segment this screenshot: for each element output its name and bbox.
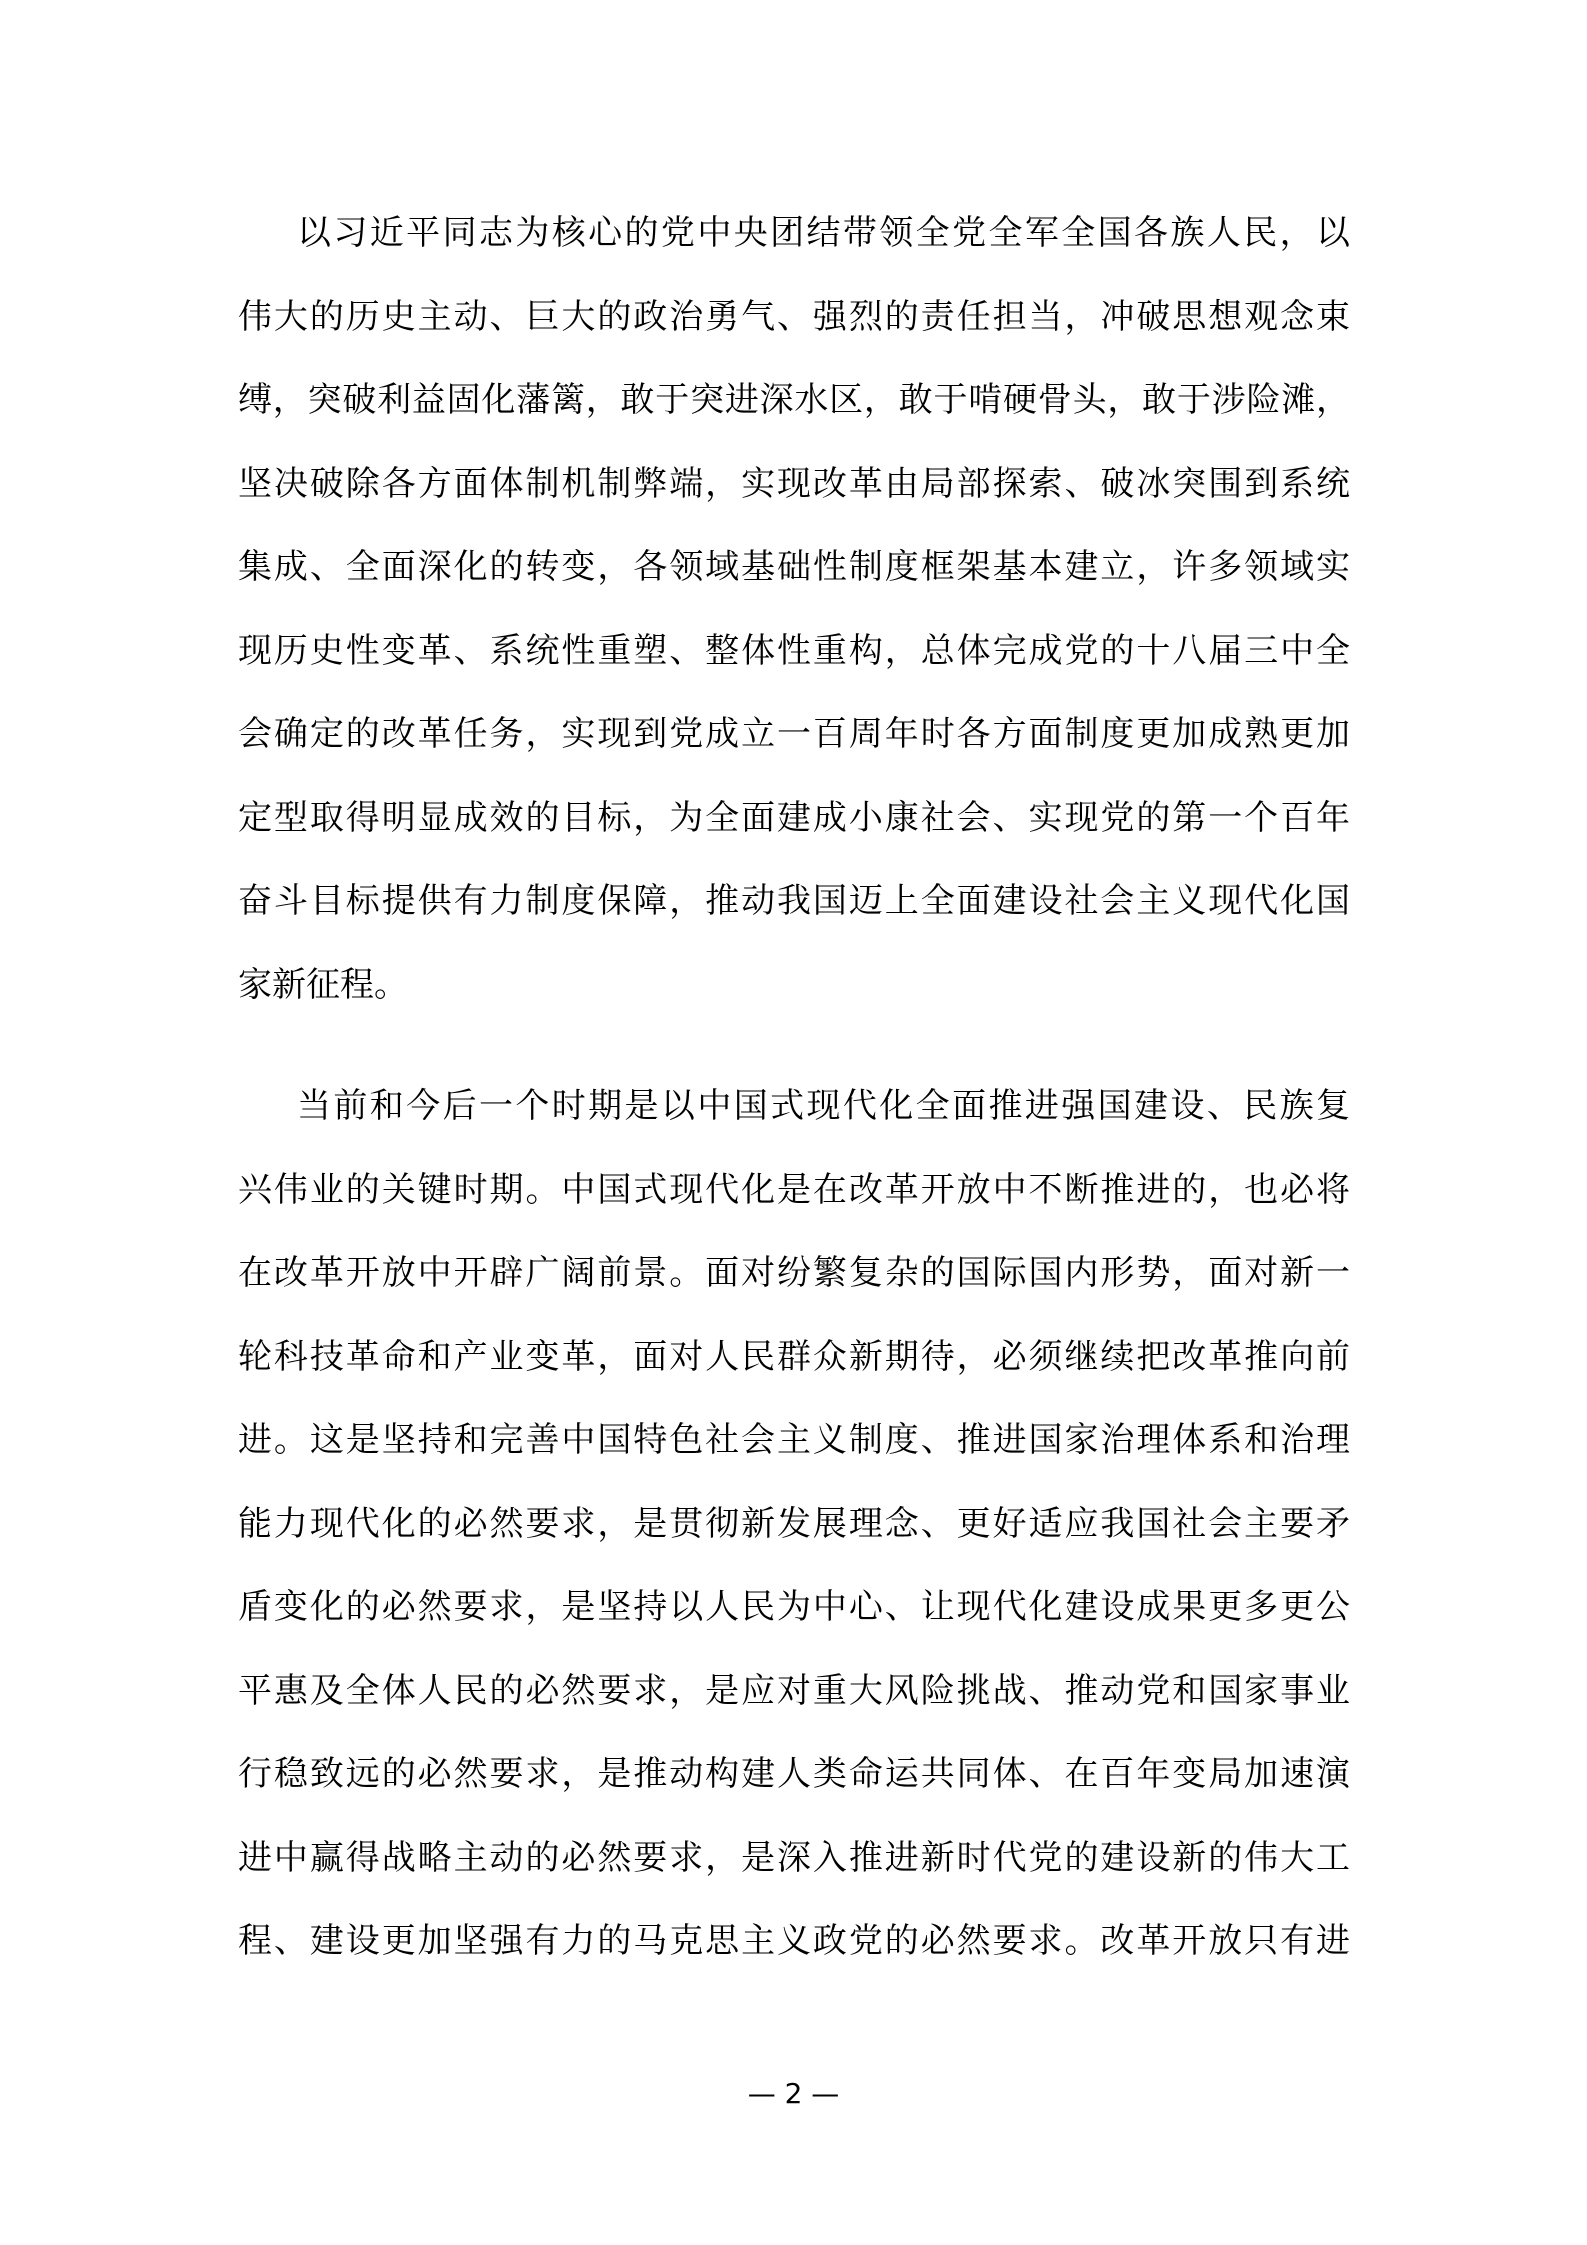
paragraph-2-line-2: 兴伟业的关键时期。中国式现代化是在改革开放中不断推进的，也必将: [238, 1169, 1350, 1210]
paragraph-1-line-10: 家新征程。: [238, 964, 408, 1005]
paragraph-1-line-7: 会确定的改革任务，实现到党成立一百周年时各方面制度更加成熟更加: [238, 714, 1350, 754]
paragraph-1-line-3: 缚，突破利益固化藩篱，敢于突进深水区，敢于啃硬骨头，敢于涉险滩，: [238, 380, 1350, 420]
paragraph-1-line-4: 坚决破除各方面体制机制弊端，实现改革由局部探索、破冰突围到系统: [238, 463, 1350, 504]
paragraph-2-line-9: 行稳致远的必然要求，是推动构建人类命运共同体、在百年变局加速演: [238, 1754, 1350, 1794]
paragraph-2-line-11: 程、建设更加坚强有力的马克思主义政党的必然要求。改革开放只有进: [238, 1921, 1350, 1961]
paragraph-1-line-5: 集成、全面深化的转变，各领域基础性制度框架基本建立，许多领域实: [238, 547, 1350, 587]
paragraph-2-line-6: 能力现代化的必然要求，是贯彻新发展理念、更好适应我国社会主要矛: [238, 1503, 1350, 1544]
paragraph-2-line-10: 进中赢得战略主动的必然要求，是深入推进新时代党的建设新的伟大工: [238, 1837, 1350, 1878]
paragraph-2-line-8: 平惠及全体人民的必然要求，是应对重大风险挑战、推动党和国家事业: [238, 1670, 1350, 1711]
paragraph-1-line-8: 定型取得明显成效的目标，为全面建成小康社会、实现党的第一个百年: [238, 797, 1350, 838]
paragraph-2: [238, 1065, 1350, 1984]
page-number: — 2 —: [747, 2077, 840, 2110]
paragraph-1: [238, 192, 1350, 1027]
paragraph-1-line-9: 奋斗目标提供有力制度保障，推动我国迈上全面建设社会主义现代化国: [238, 881, 1350, 921]
paragraph-1-line-2: 伟大的历史主动、巨大的政治勇气、强烈的责任担当，冲破思想观念束: [238, 296, 1350, 337]
paragraph-1-line-6: 现历史性变革、系统性重塑、整体性重构，总体完成党的十八届三中全: [238, 630, 1350, 671]
paragraph-2-line-1: 当前和今后一个时期是以中国式现代化全面推进强国建设、民族复: [297, 1086, 1350, 1126]
paragraph-2-line-3: 在改革开放中开辟广阔前景。面对纷繁复杂的国际国内形势，面对新一: [238, 1253, 1350, 1293]
paragraph-2-line-7: 盾变化的必然要求，是坚持以人民为中心、让现代化建设成果更多更公: [238, 1587, 1350, 1627]
paragraph-2-line-5: 进。这是坚持和完善中国特色社会主义制度、推进国家治理体系和治理: [238, 1420, 1350, 1460]
paragraph-1-line-1: 以习近平同志为核心的党中央团结带领全党全军全国各族人民，以: [297, 213, 1350, 253]
paragraph-2-line-4: 轮科技革命和产业变革，面对人民群众新期待，必须继续把改革推向前: [238, 1336, 1350, 1377]
